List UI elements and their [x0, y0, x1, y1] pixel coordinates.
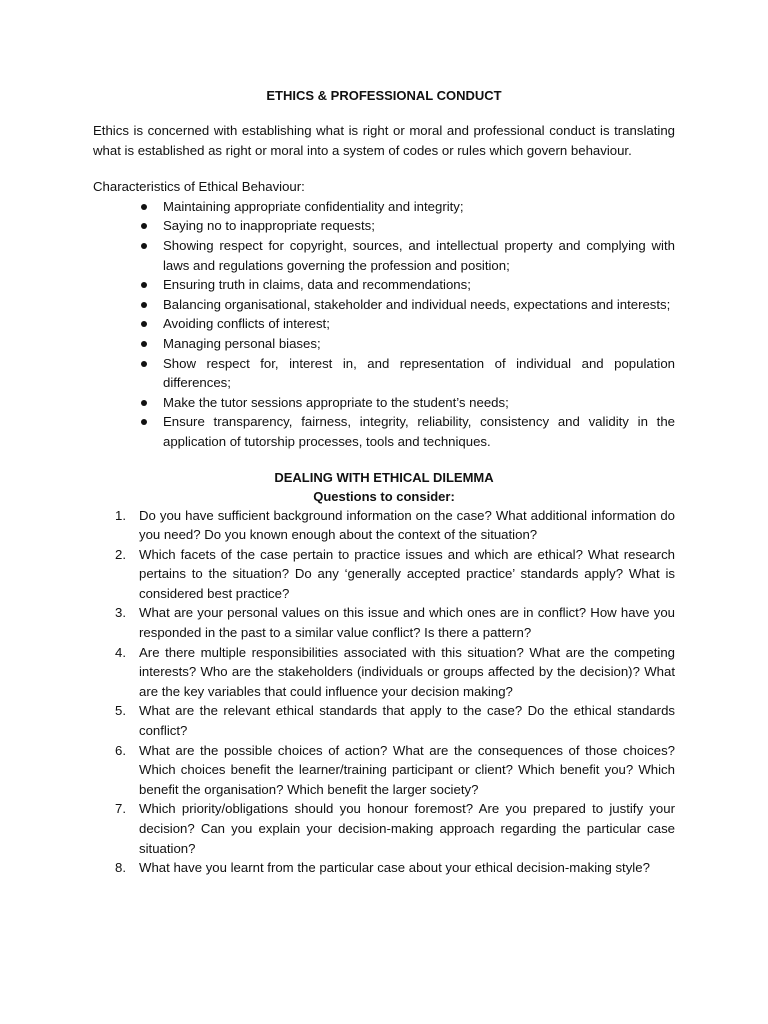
- questions-list: [93, 506, 675, 878]
- list-item: [163, 393, 675, 413]
- question-item: [115, 701, 675, 740]
- question-text: What are the relevant ethical standards that apply to the case? Do the ethical standards conflict?: [139, 703, 675, 739]
- list-item: [163, 216, 675, 236]
- list-item: [163, 236, 675, 275]
- list-item: [163, 334, 675, 354]
- bullet-icon: [141, 400, 147, 406]
- question-number: 5.: [115, 703, 126, 719]
- list-item-text: Managing personal biases;: [163, 335, 321, 351]
- bullet-icon: [141, 321, 147, 327]
- question-item: [115, 643, 675, 702]
- question-text: What are your personal values on this issue and which ones are in conflict? How have you responded in the past to a similar value conflict? Is there a pattern?: [139, 605, 675, 641]
- list-item-text: Showing respect for copyright, sources, and intellectual property and complying with laws and regulations governing the profession and position;: [163, 237, 675, 273]
- question-number: 7.: [115, 801, 126, 817]
- question-number: 3.: [115, 605, 126, 621]
- question-number: 4.: [115, 644, 126, 660]
- characteristics-list: [93, 197, 675, 452]
- question-text: Which facets of the case pertain to practice issues and which are ethical? What research pertains to the situation? Do any ‘generally accepted practice’ standards apply? What is considered best practice?: [139, 546, 675, 601]
- list-item-text: Maintaining appropriate confidentiality and integrity;: [163, 198, 464, 214]
- list-item-text: Balancing organisational, stakeholder and individual needs, expectations and interests;: [163, 296, 671, 312]
- bullet-icon: [141, 302, 147, 308]
- list-item: [163, 354, 675, 393]
- list-item: [163, 197, 675, 217]
- question-number: 1.: [115, 507, 126, 523]
- list-item: [163, 412, 675, 451]
- question-text: What have you learnt from the particular case about your ethical decision-making style?: [139, 860, 650, 876]
- bullet-icon: [141, 204, 147, 210]
- dilemma-section-title: DEALING WITH ETHICAL DILEMMA: [274, 469, 494, 485]
- list-item-text: Saying no to inappropriate requests;: [163, 218, 375, 234]
- list-item-text: Ensure transparency, fairness, integrity, reliability, consistency and validity in the application of tutorship processes, tools and techniques.: [163, 414, 675, 449]
- bullet-icon: [141, 223, 147, 229]
- list-item-text: Show respect for, interest in, and representation of individual and population differences;: [163, 355, 675, 391]
- list-item: [163, 275, 675, 295]
- question-number: 8.: [115, 860, 126, 876]
- bullet-icon: [141, 341, 147, 347]
- question-item: [115, 741, 675, 800]
- list-item-text: Make the tutor sessions appropriate to the student’s needs;: [163, 394, 509, 410]
- question-item: [115, 799, 675, 858]
- question-text: Which priority/obligations should you honour foremost? Are you prepared to justify your decision? Can you explain your decision-making approach regarding the particular case situation?: [139, 801, 675, 856]
- page-title: ETHICS & PROFESSIONAL CONDUCT: [266, 88, 502, 103]
- question-number: 2.: [115, 546, 126, 562]
- bullet-icon: [141, 419, 147, 425]
- list-item-text: Avoiding conflicts of interest;: [163, 316, 330, 332]
- characteristics-heading: Characteristics of Ethical Behaviour:: [93, 179, 305, 195]
- list-item: [163, 314, 675, 334]
- question-text: Are there multiple responsibilities associated with this situation? What are the competing interests? Who are the stakeholders (individuals or groups affected by the decision)? What are the key variables that could influence your decision making?: [139, 644, 675, 699]
- question-text: Do you have sufficient background information on the case? What additional information do you need? Do you known enough about the context of the situation?: [139, 507, 675, 543]
- question-text: What are the possible choices of action? What are the consequences of those choices? Which choices benefit the learner/training participant or client? Which benefit you? Which benefit the organisation? Which benefit the larger society?: [139, 742, 675, 797]
- question-item: [115, 506, 675, 545]
- bullet-icon: [141, 282, 147, 288]
- question-item: [115, 545, 675, 604]
- bullet-icon: [141, 243, 147, 249]
- question-item: [115, 858, 675, 878]
- list-item-text: Ensuring truth in claims, data and recommendations;: [163, 277, 471, 293]
- document-body: [93, 84, 675, 878]
- question-number: 6.: [115, 742, 126, 758]
- dilemma-section-subtitle: Questions to consider:: [313, 488, 455, 504]
- question-item: [115, 603, 675, 642]
- intro-paragraph: Ethics is concerned with establishing what is right or moral and professional conduct is translating what is established as right or moral into a system of codes or rules which govern behaviour.: [93, 123, 675, 158]
- bullet-icon: [141, 361, 147, 367]
- list-item: [163, 295, 675, 315]
